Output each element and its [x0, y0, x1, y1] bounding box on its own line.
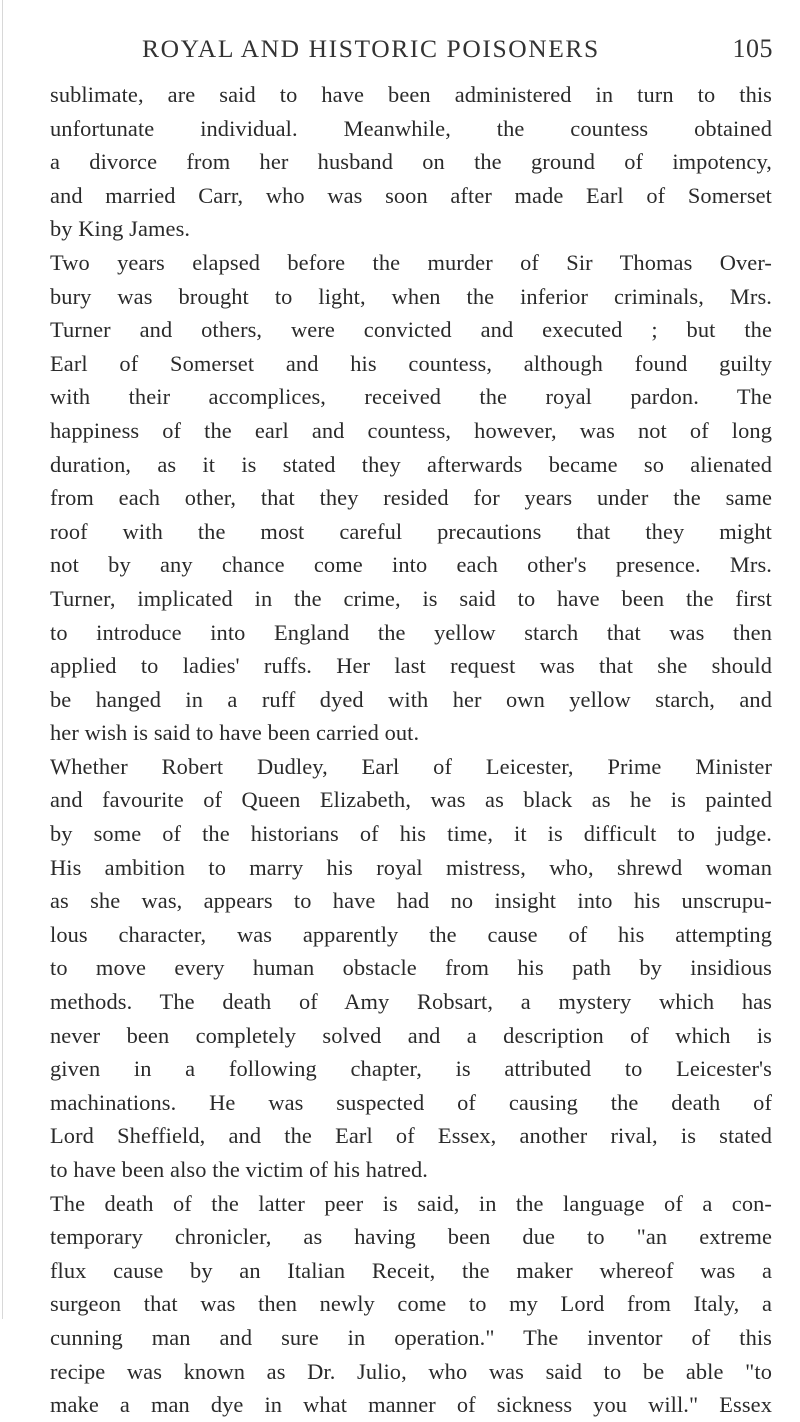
text-line: from each other, that they resided for years under the same	[50, 485, 772, 511]
text-line: sublimate, are said to have been administered in turn to this	[50, 82, 772, 107]
text-line: The death of the latter peer is said, in the language of a con-	[50, 1190, 772, 1216]
text-line: duration, as it is stated they afterwards became so alienated	[50, 451, 772, 477]
text-line: Whether Robert Dudley, Earl of Leicester, Prime Minister	[50, 753, 772, 779]
text-line: to introduce into England the yellow starch that was then	[50, 619, 772, 645]
text-line: bury was brought to light, when the inferior criminals, Mrs.	[50, 283, 772, 309]
text-line: by King James.	[50, 216, 191, 242]
text-line: Earl of Somerset and his countess, although found guilty	[50, 350, 772, 376]
text-line: happiness of the earl and countess, however, was not of long	[50, 417, 772, 443]
text-line: Turner and others, were convicted and executed ; but the	[50, 317, 772, 343]
text-line: Lord Sheffield, and the Earl of Essex, another rival, is stated	[50, 1123, 772, 1149]
text-line: make a man dye in what manner of sickness you will." Essex	[50, 1392, 772, 1418]
text-line: surgeon that was then newly come to my Lord from Italy, a	[50, 1291, 772, 1317]
text-line: Two years elapsed before the murder of Sir Thomas Over-	[50, 249, 772, 275]
text-line: with their accomplices, received the royal pardon. The	[50, 384, 772, 410]
text-line: as she was, appears to have had no insight into his unscrupu-	[50, 888, 772, 914]
text-line: roof with the most careful precautions that they might	[50, 518, 772, 544]
text-line: given in a following chapter, is attributed to Leicester's	[50, 1056, 772, 1082]
text-line: her wish is said to have been carried out.	[50, 720, 420, 746]
text-line: His ambition to marry his royal mistress, who, shrewd woman	[50, 854, 772, 880]
text-line: cunning man and sure in operation." The inventor of this	[50, 1324, 772, 1350]
text-line: not by any chance come into each other's presence. Mrs.	[50, 552, 772, 578]
text-line: lous character, was apparently the cause of his attempting	[50, 921, 772, 947]
running-head: ROYAL AND HISTORIC POISONERS	[142, 34, 600, 63]
text-line: flux cause by an Italian Receit, the maker whereof was a	[50, 1257, 772, 1283]
text-line: machinations. He was suspected of causing the death of	[50, 1089, 772, 1115]
text-line: to have been also the victim of his hatred.	[50, 1157, 428, 1182]
text-line: applied to ladies' ruffs. Her last request was that she should	[50, 653, 772, 679]
text-line: unfortunate individual. Meanwhile, the countess obtained	[50, 115, 772, 141]
text-line: and favourite of Queen Elizabeth, was as black as he is painted	[50, 787, 772, 813]
text-line: Turner, implicated in the crime, is said to have been the first	[50, 585, 772, 611]
text-line: to move every human obstacle from his path by insidious	[50, 955, 772, 981]
text-line: by some of the historians of his time, it is difficult to judge.	[50, 821, 772, 847]
page-edge	[2, 0, 3, 1319]
page-header	[142, 34, 773, 74]
text-line: recipe was known as Dr. Julio, who was said to be able "to	[50, 1358, 772, 1384]
text-line: and married Carr, who was soon after made Earl of Somerset	[50, 182, 772, 208]
text-line: methods. The death of Amy Robsart, a mystery which has	[50, 989, 772, 1015]
page-number: 105	[732, 34, 773, 63]
text-line: a divorce from her husband on the ground of impotency,	[50, 149, 772, 175]
text-line: be hanged in a ruff dyed with her own yellow starch, and	[50, 686, 772, 712]
text-line: temporary chronicler, as having been due to "an extreme	[50, 1224, 772, 1250]
text-line: never been completely solved and a description of which is	[50, 1022, 772, 1048]
body-text	[50, 78, 772, 1422]
